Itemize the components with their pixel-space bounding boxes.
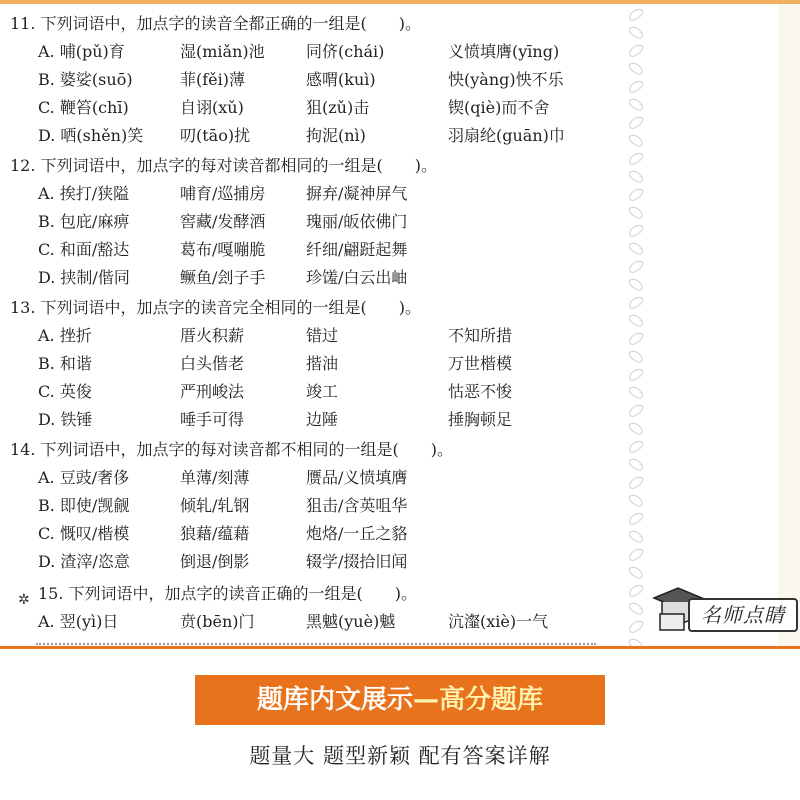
leaf-ornament (627, 114, 645, 131)
leaf-ornament (627, 402, 645, 419)
leaf-ornament (627, 312, 645, 329)
leaf-ornament (627, 42, 645, 59)
leaf-ornament (627, 438, 645, 455)
option-cell: D. 铁锤 (38, 410, 93, 429)
leaf-ornament (627, 618, 645, 635)
leaf-ornament (627, 492, 645, 509)
option-cell: 严刑峻法 (180, 382, 245, 401)
leaf-ornament (627, 204, 645, 221)
option-cell: 摒弃/凝神屏气 (306, 184, 408, 203)
option-cell: A. 豆豉/奢侈 (38, 468, 130, 487)
option-cell: 倒退/倒影 (180, 552, 250, 571)
star-mark-icon: ✲ (18, 592, 30, 608)
option-cell: 怙恶不悛 (448, 382, 513, 401)
option-cell: 菲(fěi)薄 (180, 70, 245, 89)
question-13: 13. 下列词语中，加点字的读音完全相同的一组是( )。 (10, 298, 422, 317)
option-cell: B. 和谐 (38, 354, 92, 373)
option-cell: 怏(yàng)怏不乐 (448, 70, 564, 89)
option-cell: C. 和面/豁达 (38, 240, 130, 259)
leaf-ornament (627, 474, 645, 491)
option-cell: 不知所措 (448, 326, 513, 345)
option-cell: 赝品/义愤填膺 (306, 468, 408, 487)
question-14: 14. 下列词语中，加点字的每对读音都不相同的一组是( )。 (10, 440, 454, 459)
leaf-ornament (627, 132, 645, 149)
leaf-ornament (627, 528, 645, 545)
option-cell: B. 婆娑(suō) (38, 70, 133, 89)
option-cell: 自诩(xǔ) (180, 98, 244, 117)
option-cell: 羽扇纶(guān)巾 (448, 126, 565, 145)
option-cell: 哺育/巡捕房 (180, 184, 266, 203)
option-cell: B. 包庇/麻痹 (38, 212, 130, 231)
leaf-ornament (627, 150, 645, 167)
page-edge-strip (778, 4, 800, 646)
option-cell: 珍馐/白云出岫 (306, 268, 408, 287)
option-cell: C. 英俊 (38, 382, 92, 401)
option-cell: 竣工 (306, 382, 339, 401)
option-cell: 湿(miǎn)池 (180, 42, 265, 61)
option-cell: C. 鞭笞(chī) (38, 98, 129, 117)
option-cell: 同侪(chái) (306, 42, 385, 61)
leaf-ornament (627, 636, 645, 646)
leaf-ornament (627, 240, 645, 257)
option-cell: D. 渣滓/恣意 (38, 552, 130, 571)
option-cell: 狙击/含英咀华 (306, 496, 408, 515)
option-cell: 白头偕老 (180, 354, 245, 373)
option-cell: 瑰丽/皈依佛门 (306, 212, 408, 231)
option-cell: 沆瀣(xiè)一气 (448, 612, 549, 631)
option-cell: 拘泥(nì) (306, 126, 366, 145)
option-cell: 厝火积薪 (180, 326, 245, 345)
leaf-ornament (627, 546, 645, 563)
option-cell: 黑魆(yuè)魆 (306, 612, 396, 631)
option-cell: 唾手可得 (180, 410, 245, 429)
badge-label: 名师点睛 (688, 598, 798, 632)
leaf-ornament (627, 24, 645, 41)
leaf-ornament (627, 258, 645, 275)
banner-highlight-text: —高分题库 (413, 685, 544, 715)
option-cell: 纤细/翩跹起舞 (306, 240, 408, 259)
leaf-ornament (627, 456, 645, 473)
question-12: 12. 下列词语中，加点字的每对读音都相同的一组是( )。 (10, 156, 438, 175)
option-cell: 窖藏/发酵酒 (180, 212, 266, 231)
leaf-ornament (627, 564, 645, 581)
option-cell: 锲(qiè)而不舍 (448, 98, 550, 117)
option-cell: 倾轧/轧钢 (180, 496, 250, 515)
option-cell: 义愤填膺(yīng) (448, 42, 560, 61)
teacher-tip-badge (648, 584, 798, 636)
leaf-ornament (627, 96, 645, 113)
leaf-ornament (627, 294, 645, 311)
leaf-ornament (627, 348, 645, 365)
bottom-orange-rule (0, 646, 800, 649)
option-cell: 捶胸顿足 (448, 410, 513, 429)
leaf-ornament (627, 510, 645, 527)
leaf-ornament (627, 6, 645, 23)
question-15: 15. 下列词语中，加点字的读音正确的一组是( )。 (38, 584, 418, 603)
option-cell: D. 哂(shěn)笑 (38, 126, 144, 145)
leaf-ornament (627, 168, 645, 185)
feature-tagline: 题量大 题型新颖 配有答案详解 (249, 744, 551, 768)
option-cell: 单薄/刻薄 (180, 468, 250, 487)
question-11: 11. 下列词语中，加点字的读音全都正确的一组是( )。 (10, 14, 422, 33)
option-cell: A. 挨打/狭隘 (38, 184, 130, 203)
option-cell: D. 挟制/偕同 (38, 268, 130, 287)
option-cell: 揩油 (306, 354, 339, 373)
leaf-ornament (627, 78, 645, 95)
leaf-ornament (627, 384, 645, 401)
option-cell: A. 翌(yì)日 (38, 612, 119, 631)
leaf-ornament (627, 582, 645, 599)
option-cell: 感喟(kuì) (306, 70, 376, 89)
leaf-decoration-column (622, 4, 650, 646)
option-cell: A. 哺(pǔ)育 (38, 42, 125, 61)
option-cell: 错过 (306, 326, 339, 345)
option-cell: C. 慨叹/楷模 (38, 524, 130, 543)
leaf-ornament (627, 60, 645, 77)
option-cell: 狙(zǔ)击 (306, 98, 370, 117)
leaf-ornament (627, 276, 645, 293)
clipped-row-fragment (36, 638, 596, 646)
option-cell: 葛布/嘎嘣脆 (180, 240, 266, 259)
option-cell: B. 即使/觊觎 (38, 496, 130, 515)
option-cell: 狼藉/蕴藉 (180, 524, 250, 543)
option-cell: 鳜鱼/刽子手 (180, 268, 266, 287)
leaf-ornament (627, 600, 645, 617)
option-cell: A. 挫折 (38, 326, 92, 345)
option-cell: 叨(tāo)扰 (180, 126, 251, 145)
leaf-ornament (627, 222, 645, 239)
option-cell: 万世楷模 (448, 354, 513, 373)
option-cell: 边陲 (306, 410, 339, 429)
option-cell: 炮烙/一丘之貉 (306, 524, 408, 543)
leaf-ornament (627, 330, 645, 347)
promo-banner (195, 675, 605, 725)
option-cell: 辍学/掇拾旧闻 (306, 552, 408, 571)
leaf-ornament (627, 420, 645, 437)
banner-main-text: 题库内文展示 (256, 685, 413, 715)
leaf-ornament (627, 186, 645, 203)
option-cell: 贲(bēn)门 (180, 612, 255, 631)
leaf-ornament (627, 366, 645, 383)
